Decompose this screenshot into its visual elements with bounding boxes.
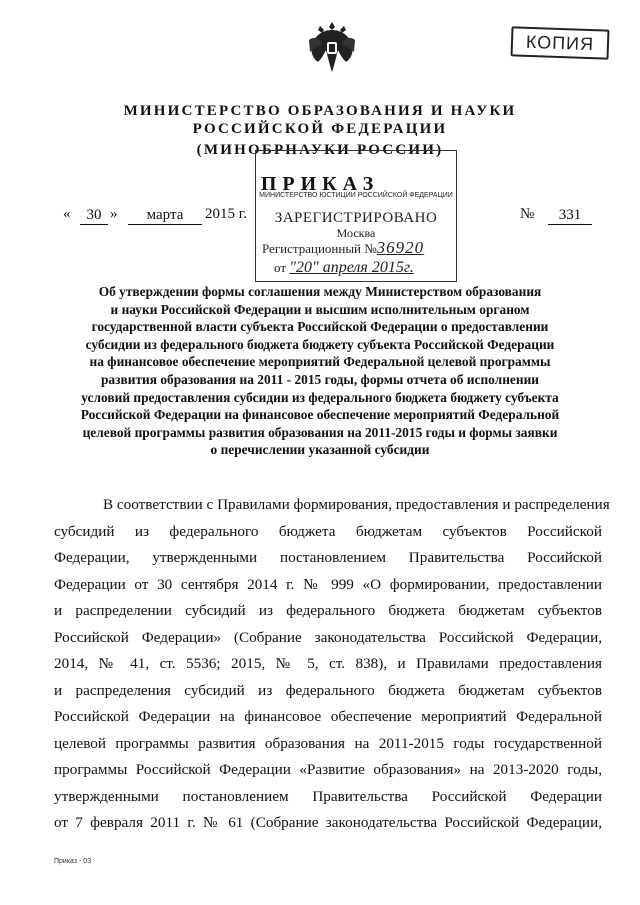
body-line: Федерации, утвержденными постановлением Правительства Российской — [54, 549, 602, 566]
title-line: Об утверждении формы соглашения между Министерством образования — [98, 284, 542, 299]
order-number-label: № — [520, 206, 535, 222]
body-line: Российской Федерации» (Собрание законодательства Российской Федерации, — [54, 628, 602, 646]
title-line: субсидии из федерального бюджета бюджету субъекта Российской Федерации — [85, 336, 555, 352]
title-line: целевой программы развития образования на 2011-2015 годы и формы заявки — [82, 424, 558, 440]
stamp-reg-number — [262, 238, 464, 258]
order-number: 331 — [548, 206, 592, 225]
title-line: на финансовое обеспечение мероприятий Федеральной целевой программы — [89, 354, 551, 370]
stamp-reg-date-value: "20" апреля 2015г. — [289, 259, 414, 276]
stamp-reg-number-value: 36920 — [376, 238, 425, 257]
order-body-text — [54, 492, 610, 837]
order-title — [44, 283, 596, 459]
date-year: 2015 г. — [205, 206, 247, 222]
body-line: и распределения субсидий из федерального бюджета бюджетам субъектов — [54, 681, 602, 699]
page-footer: Приказ - 03 — [54, 858, 92, 865]
body-line: субсидий из федерального бюджета бюджетам субъектов Российской — [54, 522, 602, 540]
ministry-name-line2: РОССИЙСКОЙ ФЕДЕРАЦИИ — [192, 121, 448, 137]
body-line: 2014, № 41, ст. 5536; 2015, № 5, ст. 838), и Правилами предоставления — [54, 655, 602, 672]
stamp-ministry-justice: МИНИСТЕРСТВО ЮСТИЦИИ РОССИЙСКОЙ ФЕДЕРАЦИИ — [259, 192, 453, 199]
document-type-heading: ПРИКАЗ — [260, 173, 380, 195]
body-line: утвержденными постановлением Правительства Российской Федерации — [54, 787, 602, 805]
body-line: программы Российской Федерации «Развитие образования» на 2013-2020 годы, — [54, 761, 602, 778]
ministry-name-line1: МИНИСТЕРСТВО ОБРАЗОВАНИЯ И НАУКИ — [123, 103, 517, 119]
date-month: марта — [128, 206, 202, 225]
body-line: Федерации от 30 сентября 2014 г. № 999 «О формировании, предоставлении — [54, 575, 602, 593]
body-line: В соответствии с Правилами формирования, предоставления и распределения — [103, 496, 610, 513]
coat-of-arms-emblem-icon — [306, 18, 358, 76]
ministry-short-name: (МИНОБРНАУКИ РОССИИ) — [196, 142, 444, 158]
title-line: государственной власти субъекта Российской Федерации о предоставлении — [91, 319, 549, 335]
date-open-quote: « — [63, 206, 71, 222]
title-line: и науки Российской Федерации и высшим исполнительным органом — [110, 301, 530, 317]
body-line: Российской Федерации на финансовое обеспечение мероприятий Федеральной — [54, 708, 602, 725]
stamp-city: Москва — [336, 226, 376, 240]
title-line: условий предоставления субсидии из федерального бюджета бюджету субъекта — [81, 389, 559, 405]
body-line: и распределении субсидий из федерального бюджета бюджетам субъектов — [54, 602, 602, 619]
title-line: развития образования на 2011 - 2015 годы, формы отчета об исполнении — [100, 371, 540, 387]
stamp-registered: ЗАРЕГИСТРИРОВАНО — [274, 210, 438, 226]
stamp-reg-date — [274, 259, 476, 277]
date-close-quote: » — [110, 206, 118, 222]
body-line: целевой программы развития образования на 2011-2015 годы государственной — [54, 734, 602, 752]
copy-stamp: КОПИЯ — [511, 26, 610, 59]
title-line: Российской Федерации на финансовое обеспечение мероприятий Федеральной — [80, 407, 560, 423]
stamp-reg-date-label: от — [274, 260, 287, 275]
body-line: от 7 февраля 2011 г. № 61 (Собрание законодательства Российской Федерации, — [54, 814, 602, 831]
stamp-reg-number-label: Регистрационный № — [262, 241, 377, 256]
title-line: о перечислении указанной субсидии — [210, 442, 430, 458]
date-day: 30 — [80, 206, 108, 225]
